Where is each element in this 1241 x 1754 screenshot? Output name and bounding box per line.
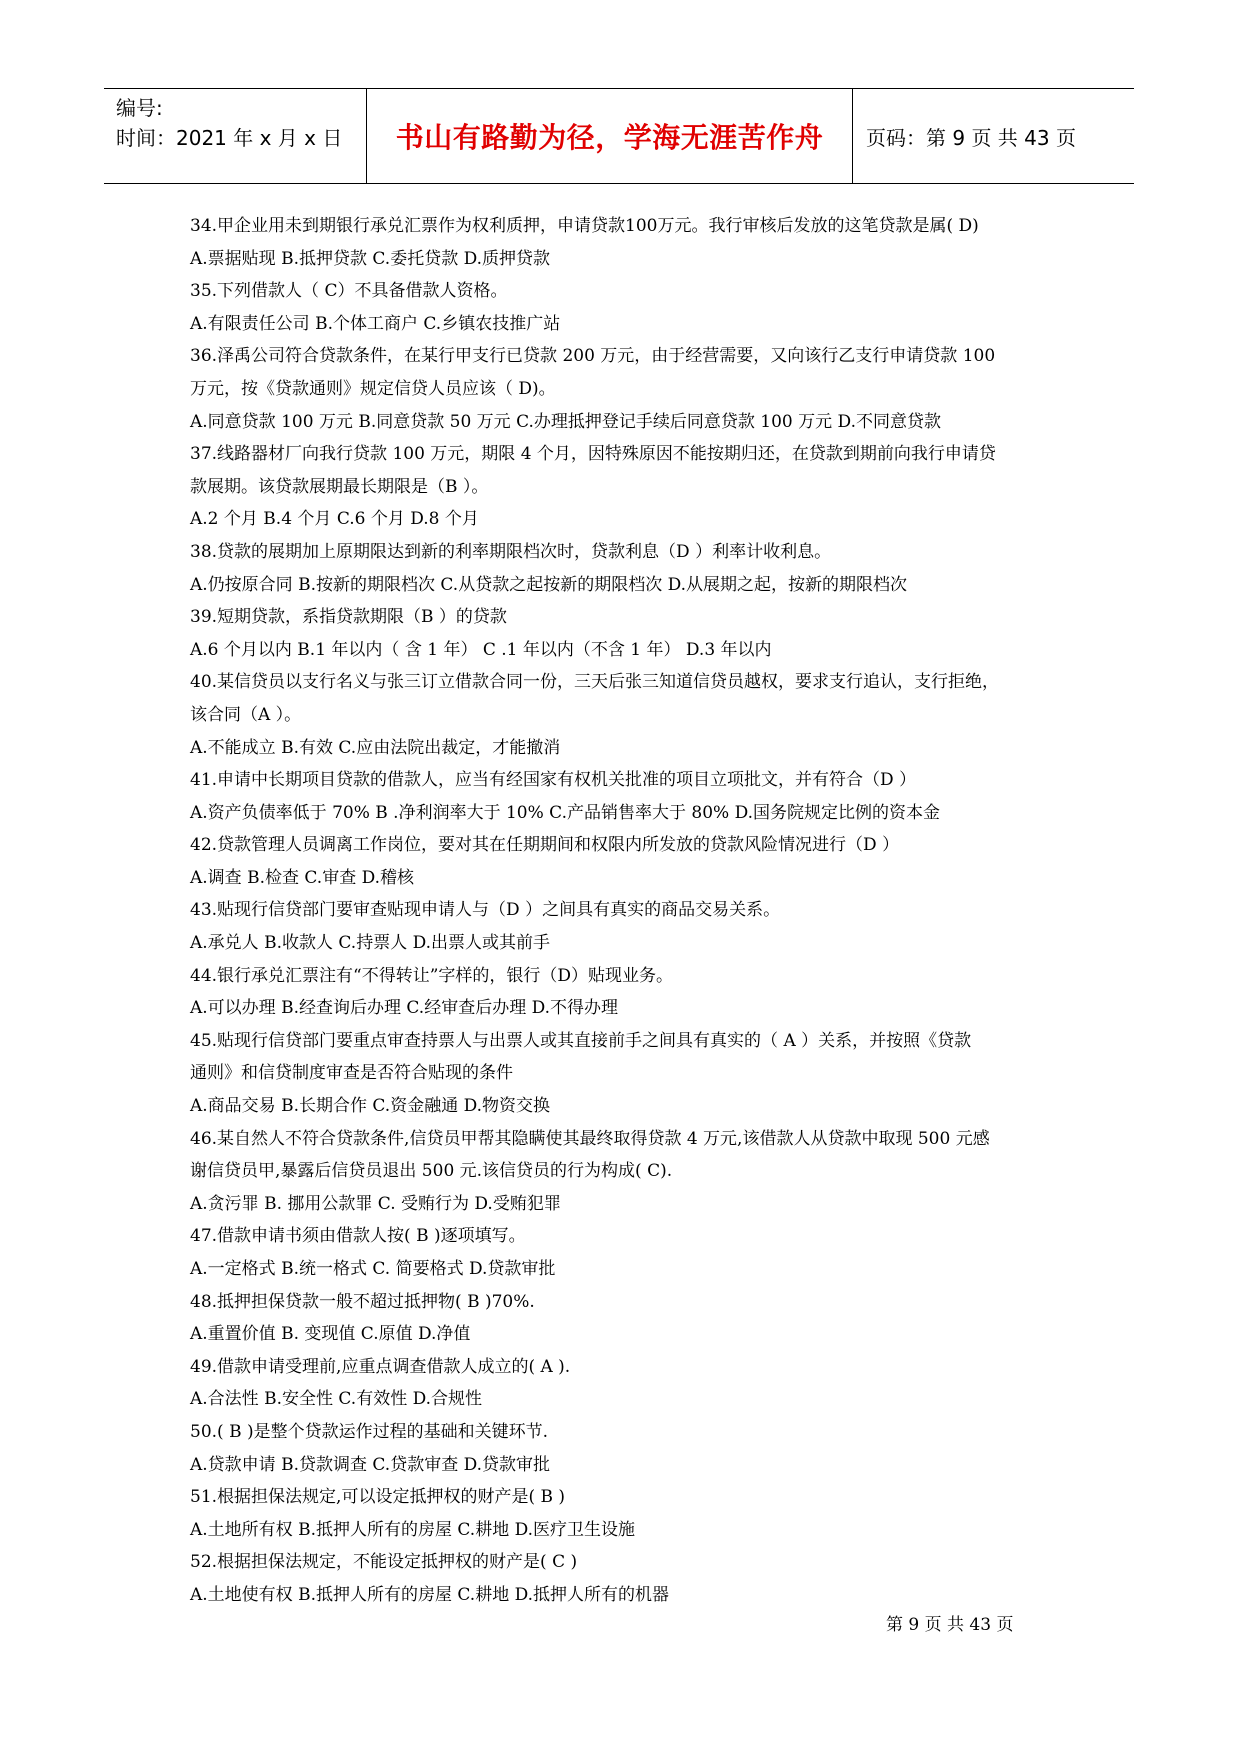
text-line: A.重置价值 B. 变现值 C.原值 D.净值 — [190, 1324, 471, 1345]
text-line: A.仍按原合同 B.按新的期限档次 C.从贷款之起按新的期限档次 D.从展期之起，按新的期限档次 — [190, 574, 908, 595]
text-line: 52.根据担保法规定，不能设定抵押权的财产是( C ) — [190, 1552, 578, 1573]
text-line: A.6 个月以内 B.1 年以内（ 含 1 年） C .1 年以内（不含 1 年） D.3 年以内 — [190, 639, 772, 660]
text-line: A.合法性 B.安全性 C.有效性 D.合规性 — [190, 1389, 483, 1410]
text-line: 万元，按《贷款通则》规定信贷人员应该（ D)。 — [190, 378, 556, 399]
text-line: 34.甲企业用未到期银行承兑汇票作为权利质押，申请贷款100万元。我行审核后发放的这笔贷款是属( D) — [190, 216, 979, 236]
document-time-label: 时间：2021 年 x 月 x 日 — [116, 126, 343, 150]
text-line: 39.短期贷款，系指贷款期限（B ）的贷款 — [190, 607, 507, 628]
text-line: A.2 个月 B.4 个月 C.6 个月 D.8 个月 — [190, 509, 479, 530]
text-line: A.商品交易 B.长期合作 C.资金融通 D.物资交换 — [190, 1096, 551, 1117]
text-line: A.有限责任公司 B.个体工商户 C.乡镇农技推广站 — [190, 313, 561, 334]
text-line: 44.银行承兑汇票注有“不得转让”字样的，银行（D）贴现业务。 — [190, 965, 674, 986]
text-line: A.贷款申请 B.贷款调查 C.贷款审查 D.贷款审批 — [190, 1454, 551, 1475]
page-footer: 第 9 页 共 43 页 — [886, 1615, 1014, 1635]
text-line: A.票据贴现 B.抵押贷款 C.委托贷款 D.质押贷款 — [190, 248, 551, 269]
header-page-info: 页码：第 9 页 共 43 页 — [866, 125, 1076, 150]
text-line: A.土地使有权 B.抵押人所有的房屋 C.耕地 D.抵押人所有的机器 — [190, 1584, 670, 1605]
header-motto: 书山有路勤为径，学海无涯苦作舟 — [395, 121, 824, 154]
text-line: A.承兑人 B.收款人 C.持票人 D.出票人或其前手 — [190, 933, 551, 954]
text-line: 谢信贷员甲,暴露后信贷员退出 500 元.该信贷员的行为构成( C). — [190, 1161, 673, 1182]
text-line: A.同意贷款 100 万元 B.同意贷款 50 万元 C.办理抵押登记手续后同意贷款 100 万元 D.不同意贷款 — [190, 411, 941, 432]
header-divider-right — [852, 89, 853, 183]
text-line: A.一定格式 B.统一格式 C. 简要格式 D.贷款审批 — [190, 1259, 556, 1279]
page-header — [104, 88, 1134, 184]
text-line: A.土地所有权 B.抵押人所有的房屋 C.耕地 D.医疗卫生设施 — [190, 1519, 636, 1540]
text-line: 46.某自然人不符合贷款条件,信贷员甲帮其隐瞒使其最终取得贷款 4 万元,该借款人从贷款中取现 500 元感 — [190, 1128, 990, 1149]
text-line: 37.线路器材厂向我行贷款 100 万元，期限 4 个月，因特殊原因不能按期归还，在贷款到期前向我行申请贷 — [190, 444, 996, 465]
text-line: 40.某信贷员以支行名义与张三订立借款合同一份，三天后张三知道信贷员越权，要求支行追认，支行拒绝， — [190, 672, 1000, 693]
text-line: 36.泽禹公司符合贷款条件，在某行甲支行已贷款 200 万元，由于经营需要，又向该行乙支行申请贷款 100 — [190, 346, 996, 367]
text-line: A.资产负债率低于 70% B .净利润率大于 10% C.产品销售率大于 80% D.国务院规定比例的资本金 — [190, 802, 940, 823]
text-line: 35.下列借款人（ C）不具备借款人资格。 — [190, 281, 508, 302]
header-meta — [116, 93, 366, 153]
text-line: 该合同（A ）。 — [190, 704, 302, 725]
text-line: 38.贷款的展期加上原期限达到新的利率期限档次时，贷款利息（D ）利率计收利息。 — [190, 541, 832, 562]
text-line: 47.借款申请书须由借款人按( B )逐项填写。 — [190, 1226, 526, 1247]
text-line: A.贪污罪 B. 挪用公款罪 C. 受贿行为 D.受贿犯罪 — [190, 1193, 561, 1214]
text-line: 41.申请中长期项目贷款的借款人，应当有经国家有权机关批准的项目立项批文，并有符合（D ） — [190, 770, 917, 791]
text-line: 49.借款申请受理前,应重点调查借款人成立的( A ). — [190, 1356, 571, 1377]
text-line: 48.抵押担保贷款一般不超过抵押物( B )70%. — [190, 1291, 535, 1312]
text-line: 42.贷款管理人员调离工作岗位，要对其在任期期间和权限内所发放的贷款风险情况进行（D ） — [190, 835, 900, 856]
text-line: 45.贴现行信贷部门要重点审查持票人与出票人或其直接前手之间具有真实的（ A ）关系，并按照《贷款 — [190, 1030, 972, 1051]
text-line: A.调查 B.检查 C.审查 D.稽核 — [190, 867, 415, 888]
text-line: A.不能成立 B.有效 C.应由法院出裁定，才能撤消 — [190, 737, 561, 758]
text-line: 43.贴现行信贷部门要审查贴现申请人与（D ）之间具有真实的商品交易关系。 — [190, 900, 781, 921]
text-line: A.可以办理 B.经查询后办理 C.经审查后办理 D.不得办理 — [190, 998, 619, 1019]
text-line: 款展期。该贷款展期最长期限是（B ）。 — [190, 476, 489, 497]
document-number-label: 编号: — [116, 96, 163, 120]
text-line: 51.根据担保法规定,可以设定抵押权的财产是( B ) — [190, 1487, 566, 1508]
question-list — [190, 210, 1070, 1612]
text-line: 通则》和信贷制度审查是否符合贴现的条件 — [190, 1063, 513, 1084]
text-line: 50.( B )是整个贷款运作过程的基础和关键环节. — [190, 1421, 549, 1442]
